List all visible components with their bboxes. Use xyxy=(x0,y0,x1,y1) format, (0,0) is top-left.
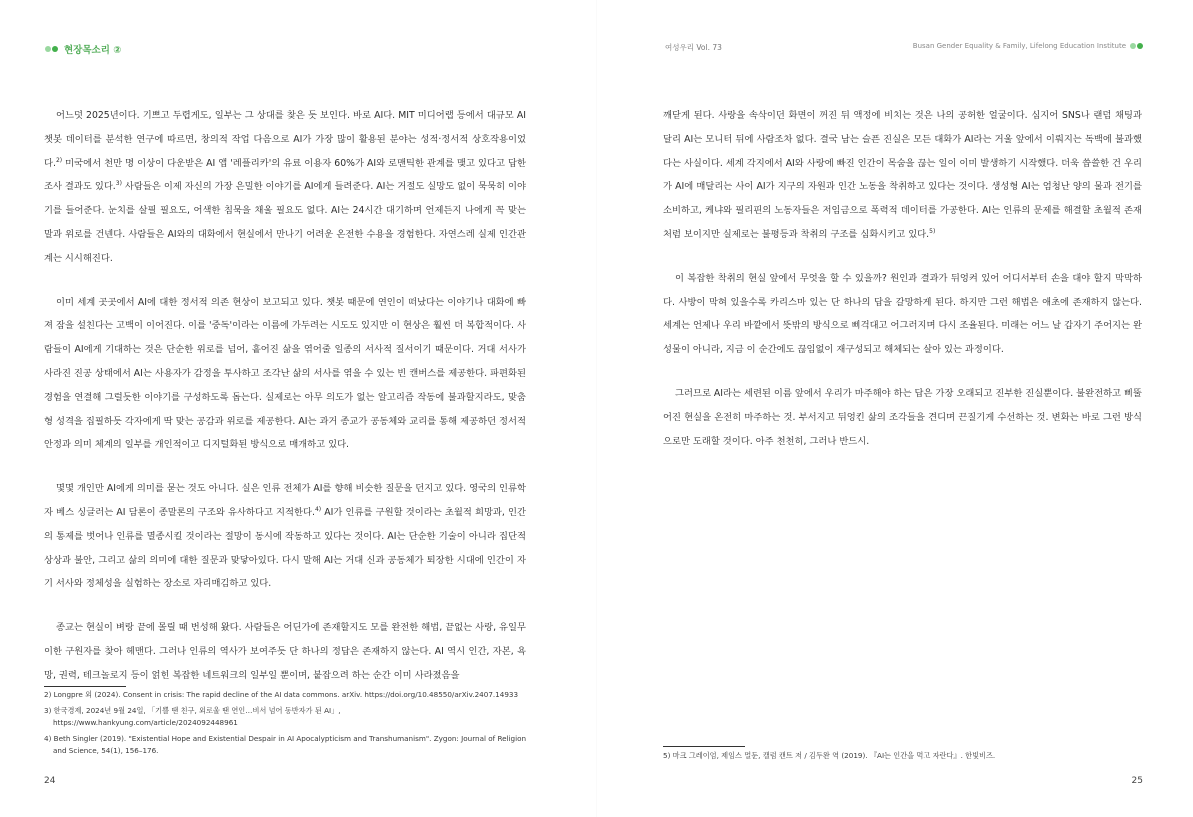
magazine-volume: 여성우리 Vol. 73 xyxy=(665,43,722,52)
footnotes xyxy=(44,689,527,761)
paragraph: 이미 세계 곳곳에서 AI에 대한 정서적 의존 현상이 보고되고 있다. 챗봇 때문에 연인이 떠났다는 이야기나 대화에 빠져 잠을 설친다는 고백이 이어진다. 이를 '중독'이라는 이름에 가두려는 시도도 있지만 이 현상은 훨씬 더 복합적이다. 사람들이 AI에게 기대하는 것은 단순한 위로를 넘어, 흩어진 삶을 엮어줄 일종의 서사적 질서이기 때문이다. 거대 서사가 사라진 진공 상태에서 AI는 사용자가 감정을 투사하고 조각난 삶의 서사를 엮을 수 있는 빈 캔버스를 제공한다. 파편화된 경험을 연결해 그럴듯한 이야기를 구성하도록 돕는다. 실제로는 아무 의도가 없는 알고리즘 작동에 불과할지라도, 맞춤형 성격을 집필하듯 각자에게 딱 맞는 공감과 위로를 제공한다. AI는 과거 종교가 공동체와 교리를 통해 제공하던 정서적 안정과 의미 체계의 일부를 개인적이고 디지털화된 방식으로 매개하고 있다. xyxy=(44,296,526,451)
page-number: 24 xyxy=(44,776,56,786)
left-body-text xyxy=(44,104,526,708)
left-page xyxy=(0,0,596,817)
right-body-text xyxy=(663,104,1142,473)
institute-name: Busan Gender Equality & Family, Lifelong Education Institute xyxy=(912,42,1126,50)
footnote-divider xyxy=(663,746,745,747)
footnote: 4) Beth Singler (2019). "Existential Hope and Existential Despair in AI Apocalypticism and Transhumanism". Zygon: Journal of Religion and Science, 54(1), 156–176. xyxy=(44,733,527,755)
paragraph: 깨닫게 된다. 사랑을 속삭이던 화면이 꺼진 뒤 액정에 비치는 것은 나의 공허한 얼굴이다. 심지어 SNS나 랜덤 채팅과 달리 AI는 모니터 뒤에 사람조차 없다. 결국 남는 슬픈 진실은 모든 대화가 AI라는 거울 앞에서 이뤄지는 독백에 불과했다는 사실이다. 세계 각지에서 AI와 사랑에 빠진 인간이 목숨을 끊는 일이 이미 발생하기 시작했다. 더욱 씁쓸한 건 우리가 AI에 매달리는 사이 AI가 지구의 자원과 인간 노동을 착취하고 있다는 것이다. 생성형 AI는 엄청난 양의 물과 전기를 소비하고, 케냐와 필리핀의 노동자들은 저임금으로 폭력적 데이터를 가공한다. AI는 인류의 문제를 해결할 초월적 존재처럼 보이지만 실제로는 불평등과 착취의 구조를 심화시키고 있다.$^{5)}$ xyxy=(663,110,1142,240)
footnote: 5) 마크 그레이엄, 제임스 멀둔, 캘럼 캔트 저 / 김두완 역 (2019). 『AI는 인간을 먹고 자란다』. 한빛비즈. xyxy=(663,751,996,760)
paragraph: 종교는 현실이 벼랑 끝에 몰릴 때 번성해 왔다. 사람들은 어딘가에 존재할지도 모를 완전한 해법, 끝없는 사랑, 유일무이한 구원자를 찾아 헤맨다. 그러나 인류의 역사가 보여주듯 단 하나의 정답은 존재하지 않는다. AI 역시 인간, 자본, 욕망, 권력, 테크놀로지 등이 얽힌 복잡한 네트워크의 일부일 뿐이며, 붙잡으려 하는 순간 이미 사라졌음을 xyxy=(44,622,526,681)
paragraph: 몇몇 개인만 AI에게 의미를 묻는 것도 아니다. 실은 인류 전체가 AI를 향해 비슷한 질문을 던지고 있다. 영국의 인류학자 베스 싱글러는 AI 담론이 종말론의 구조와 유사하다고 지적한다.$^{4)}$ AI가 인류를 구원할 것이라는 초월적 희망과, 인간의 통제를 벗어나 인류를 멸종시킬 것이라는 절망이 동시에 작동하고 있다는 것이다. AI는 단순한 기술이 아니라 집단적 상상과 불안, 그리고 삶의 의미에 대한 질문과 맞닿아있다. 다시 말해 AI는 거대 신과 공동체가 퇴장한 시대에 인간이 자기 서사와 정체성을 실험하는 장소로 자리매김하고 있다. xyxy=(44,483,526,590)
section-header xyxy=(45,42,121,56)
institute-header xyxy=(913,42,1143,50)
paragraph: 그러므로 AI라는 세련된 이름 앞에서 우리가 마주해야 하는 답은 가장 오래되고 진부한 진실뿐이다. 불완전하고 삐뚤어진 현실을 온전히 마주하는 것. 부서지고 뒤엉킨 삶의 조각들을 견디며 끈질기게 수선하는 것. 변화는 바로 그런 방식으로만 도래할 것이다. 아주 천천히, 그러나 반드시. xyxy=(663,387,1142,447)
footnote: 3) 한국경제, 2024년 9월 24일, 「기쁠 땐 친구, 외로울 땐 연인…비서 넘어 동반자가 된 AI」, https://www.hankyung.com/article/2024092448961 xyxy=(44,705,341,727)
footnote-divider xyxy=(44,686,126,687)
footnote: 2) Longpre 외 (2024). Consent in crisis: The rapid decline of the AI data commons. arXiv. https://doi.org/10.48550/arXiv.2407.14933 xyxy=(44,690,519,699)
paragraph: 어느덧 2025년이다. 기쁘고 두렵게도, 일부는 그 상대를 찾은 듯 보인다. 바로 AI다. MIT 미디어랩 등에서 대규모 AI 챗봇 데이터를 분석한 연구에 따르면, 창의적 작업 다음으로 AI가 가장 많이 활용된 분야는 성적·정서적 상호작용이었다.$^{2)}$ 미국에서 천만 명 이상이 다운받은 AI 앱 '레플리카'의 유료 이용자 60%가 AI와 로맨틱한 관계를 맺고 있다고 답한 조사 결과도 있다.$^{3)}$ 사람들은 이제 자신의 가장 은밀한 이야기를 AI에게 들려준다. AI는 거절도 실망도 없이 묵묵히 이야기를 들어준다. 눈치를 살필 필요도, 어색한 침묵을 채울 필요도 없다. AI는 24시간 대기하며 언제든지 나에게 꼭 맞는 말과 위로를 건넨다. 사람들은 AI와의 대화에서 현실에서 만나기 어려운 온전한 수용을 경험한다. 자연스레 실제 인간관계는 시시해진다. xyxy=(44,110,527,264)
green-dots-icon xyxy=(45,46,58,52)
section-label: 현장목소리 ② xyxy=(64,45,122,56)
right-page xyxy=(597,0,1193,817)
page-number: 25 xyxy=(1131,776,1143,786)
paragraph: 이 복잡한 착취의 현실 앞에서 무엇을 할 수 있을까? 원인과 결과가 뒤엉켜 있어 어디서부터 손을 대야 할지 막막하다. 사방이 막혀 있을수록 카리스마 있는 단 하나의 답을 갈망하게 된다. 하지만 그런 해법은 애초에 존재하지 않는다. 세계는 언제나 우리 바깥에서 뜻밖의 방식으로 삐걱대고 어그러지며 다시 조율된다. 미래는 어느 날 갑자기 주어지는 완성물이 아니라, 지금 이 순간에도 끊임없이 재구성되고 해체되는 살아 있는 과정이다. xyxy=(663,272,1142,356)
footnotes xyxy=(663,750,1133,766)
green-dots-icon xyxy=(1130,43,1143,49)
